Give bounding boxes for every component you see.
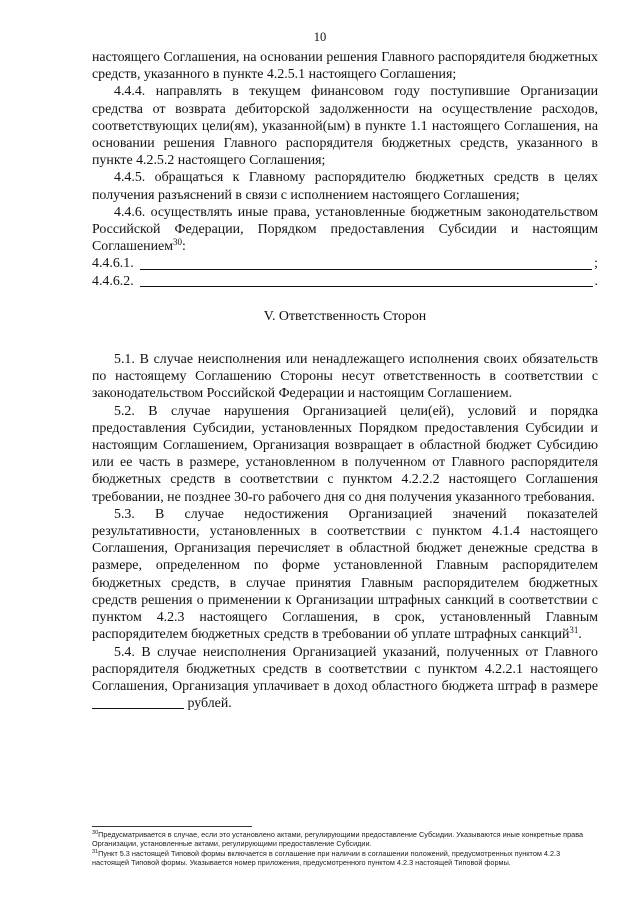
paragraph-5-4-text: 5.4. В случае неисполнения Организацией указаний, полученных от Главного распорядителя бюджетных средств в соответствии с пунктом 4.2.2.1 настоящего Соглашения, Организация уплачивает в доход областного бюджета штраф в размере: [92, 644, 598, 694]
section-heading: V. Ответственность Сторон: [263, 308, 427, 324]
footnote-ref-30: 30: [172, 237, 182, 248]
footnote-text: Предусматривается в случае, если это установлено актами, регулирующими предоставление Субсидии. Указываются иные конкретные права Организации, установленные актами, регулирующими предоставление Субсидии.: [92, 830, 584, 849]
paragraph-4-4-6: [92, 204, 598, 256]
footnote-31: [92, 849, 598, 868]
paragraph-5-3: [92, 506, 598, 644]
footnote-number: 30: [92, 830, 99, 836]
footnote-ref-31: 31: [569, 625, 579, 636]
paragraph-4-4-6-tail: :: [181, 239, 186, 255]
blank-item-4-4-6-2: [92, 273, 598, 290]
fine-amount-blank: [92, 696, 184, 709]
paragraph-5-4: [92, 644, 598, 713]
paragraph-4-4-5: 4.4.5. обращаться к Главному распорядителю бюджетных средств в целях получения разъяснений в связи с исполнением настоящего Соглашения;: [92, 170, 598, 203]
blank-fill-line: [140, 274, 593, 287]
footnotes: [92, 826, 598, 868]
blank-item-4-4-6-1: [92, 255, 598, 272]
main-text: [92, 49, 598, 712]
paragraph-4-4-4: 4.4.4. направлять в текущем финансовом году поступившие Организации средства от возврата дебиторской задолженности на осуществление расходов, соответствующих цели(ям), указанной(ым) в пункте 1.1 настоящего Соглашения, на основании решения Главного распорядителя бюджетных средств, указанного в пункте 4.2.5.2 настоящего Соглашения;: [92, 84, 598, 169]
paragraph-5-2: 5.2. В случае нарушения Организацией цели(ей), условий и порядка предоставления Субсидии, установленных Порядком предоставления Субсидии и настоящим Соглашением, Организация возвращает в областной бюджет Субсидию или ее часть в размере, установленном в полученном от Главного распорядителя бюджетных средств в соответствии с пунктом 4.2.2.2 настоящего Соглашения требовании, не позднее 30-го рабочего дня со дня получения указанного требования.: [92, 403, 598, 505]
page-number: 10: [313, 30, 327, 44]
blank-item-label: 4.4.6.2.: [92, 273, 134, 289]
blank-fill-line: [140, 257, 592, 270]
paragraph-continuation: настоящего Соглашения, на основании решения Главного распорядителя бюджетных средств, указанного в пункте 4.2.5.1 настоящего Соглашения;: [92, 50, 598, 83]
blank-item-label: 4.4.6.1.: [92, 256, 134, 272]
blank-item-end: .: [594, 273, 598, 289]
paragraph-5-3-text: 5.3. В случае недостижения Организацией значений показателей результативности, установленных в соответствии с пунктом 4.1.4 настоящего Соглашения, Организация перечисляет в областной бюджет денежные средства в размере, определенном по форме установленной Главным распорядителем бюджетных средств, в случае принятия Главным распорядителем бюджетных средств решения о применении к Организации штрафных санкций в соответствии с пунктом 4.2.3 настоящего Соглашения, в срок, установленный Главным распорядителем бюджетных средств в требовании об уплате штрафных санкций: [92, 506, 598, 643]
blank-item-end: ;: [594, 256, 598, 272]
footnote-text: Пункт 5.3 настоящей Типовой формы включается в соглашение при наличии в соглашении положений, предусмотренных пунктом 4.2.3 настоящей Типовой формы. Указывается номер приложения, предусмотренного пунктом 4.2.3 настоящей Типовой формы.: [92, 848, 561, 868]
paragraph-4-4-6-text: 4.4.6. осуществлять иные права, установленные бюджетным законодательством Российской Федерации, Порядком предоставления Субсидии и настоящим Соглашением: [92, 204, 598, 255]
paragraph-5-1: 5.1. В случае неисполнения или ненадлежащего исполнения своих обязательств по настоящему Соглашению Стороны несут ответственность в соответствии с законодательством Российской Федерации и настоящим Соглашением.: [92, 352, 598, 402]
footnote-number: 31: [92, 848, 99, 855]
footnote-30: [92, 830, 598, 849]
paragraph-5-4-tail: рублей.: [184, 696, 232, 712]
paragraph-5-3-tail: .: [578, 627, 582, 643]
footnote-divider: [92, 826, 252, 827]
